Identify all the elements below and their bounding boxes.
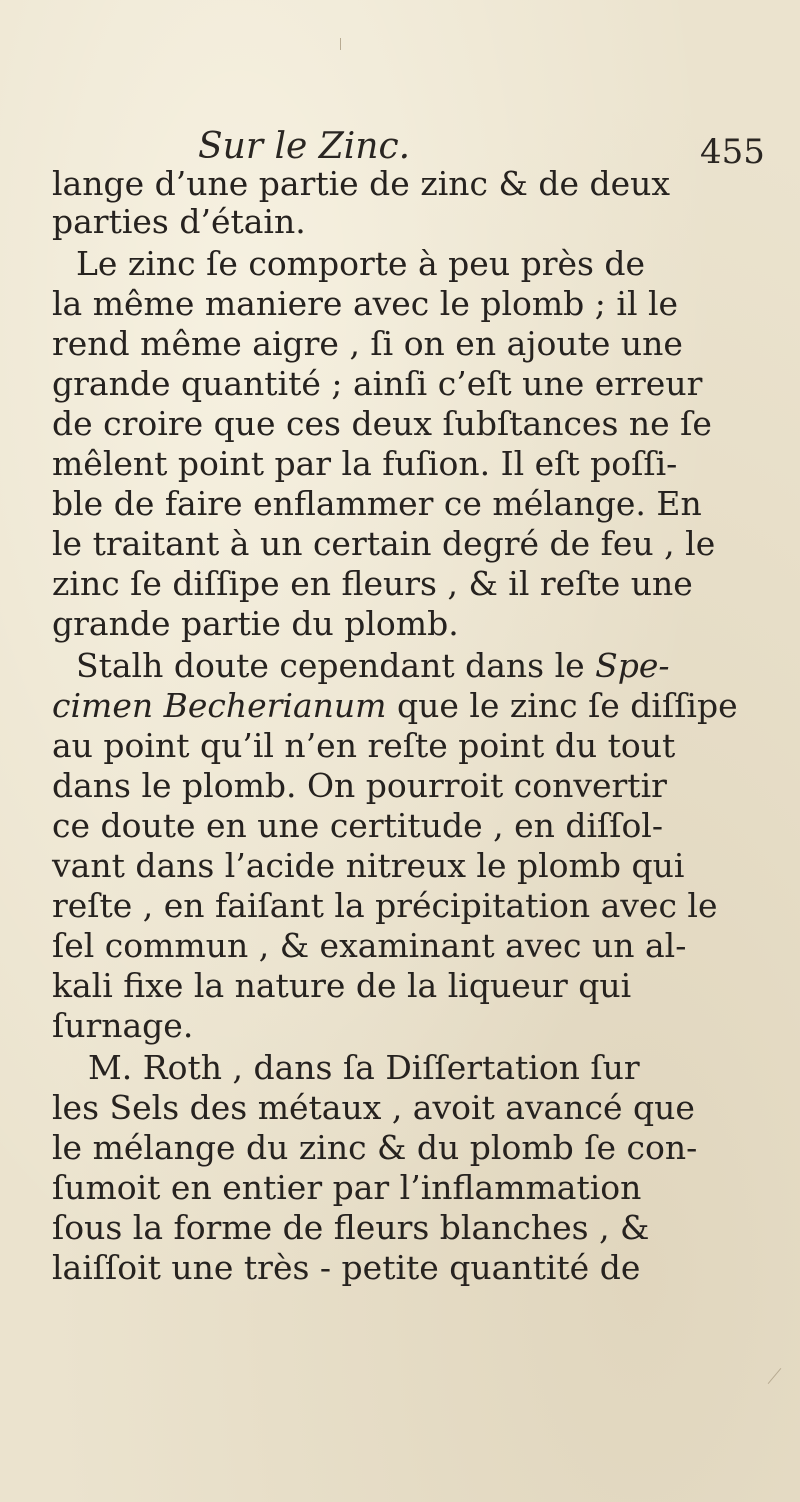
- text-line: le mélange du zinc & du plomb ſe con-: [52, 1128, 698, 1167]
- text-line: le traitant à un certain degré de feu , le: [52, 524, 716, 563]
- text-line: dans le plomb. On pourroit convertir: [52, 766, 667, 805]
- text-run: que le zinc ſe diſſipe: [386, 686, 738, 725]
- text-line: M. Roth , dans ſa Diſſertation ſur: [88, 1048, 640, 1087]
- page-number: 455: [700, 132, 765, 172]
- text-line: la même maniere avec le plomb ; il le: [52, 284, 679, 323]
- text-line: ſurnage.: [52, 1006, 194, 1045]
- text-line: ble de faire enflammer ce mélange. En: [52, 484, 702, 523]
- text-line: [52, 687, 738, 725]
- italic-text: Spe-: [595, 646, 670, 685]
- paper-mark: [340, 38, 341, 50]
- running-title: Sur le Zinc.: [198, 126, 411, 167]
- text-line: de croire que ces deux ſubſtances ne ſe: [52, 404, 712, 443]
- text-line: kali fixe la nature de la liqueur qui: [52, 966, 632, 1005]
- text-line: les Sels des métaux , avoit avancé que: [52, 1088, 695, 1127]
- text-line: rend même aigre , ſi on en ajoute une: [52, 324, 683, 363]
- text-line: reſte , en faiſant la précipitation avec le: [52, 886, 718, 925]
- paper-mark: [768, 1368, 782, 1384]
- text-line: zinc ſe diſſipe en fleurs , & il reſte une: [52, 564, 693, 603]
- text-line: parties d’étain.: [52, 202, 306, 241]
- text-line: vant dans l’acide nitreux le plomb qui: [52, 846, 685, 885]
- text-line: grande partie du plomb.: [52, 604, 459, 643]
- text-line: [76, 647, 670, 685]
- text-line: ſous la forme de fleurs blanches , &: [52, 1208, 650, 1247]
- text-line: laiſſoit une très - petite quantité de: [52, 1248, 641, 1287]
- text-line: au point qu’il n’en reſte point du tout: [52, 726, 676, 765]
- text-line: ce doute en une certitude , en diſſol-: [52, 806, 664, 845]
- italic-text: cimen Becherianum: [52, 686, 387, 725]
- text-line: Le zinc ſe comporte à peu près de: [76, 244, 646, 283]
- text-run: Stalh doute cependant dans le: [76, 646, 596, 685]
- text-line: ſel commun , & examinant avec un al-: [52, 926, 687, 965]
- text-line: lange d’une partie de zinc & de deux: [52, 164, 671, 203]
- text-line: ſumoit en entier par l’inflammation: [52, 1168, 642, 1207]
- text-line: grande quantité ; ainſi c’eſt une erreur: [52, 364, 703, 403]
- page-header: [0, 126, 800, 172]
- text-line: mêlent point par la fuſion. Il eſt poſſi-: [52, 444, 678, 483]
